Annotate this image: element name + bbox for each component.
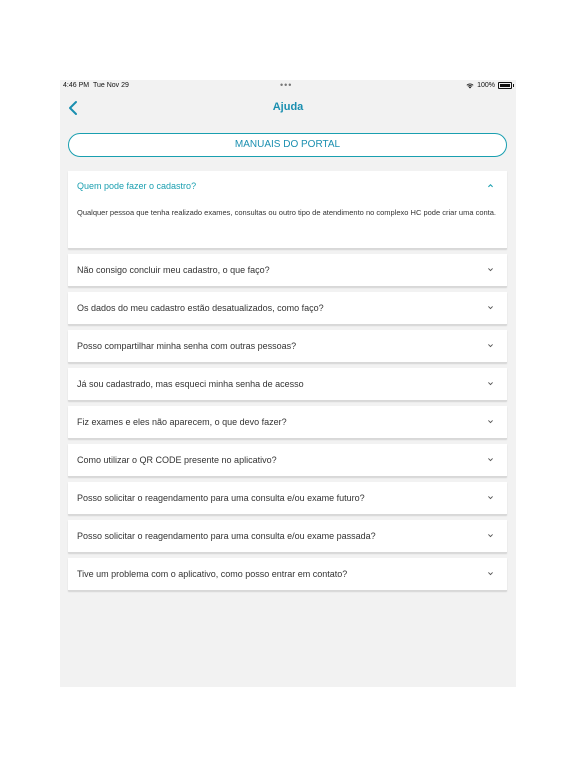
faq-item-6[interactable] [68, 444, 507, 477]
faq-list [68, 171, 508, 596]
wifi-icon [466, 83, 474, 89]
multitasking-dots[interactable]: ••• [280, 80, 293, 90]
status-time-date [63, 82, 129, 89]
app-screen [60, 80, 516, 687]
chevron-down-icon [487, 304, 494, 311]
faq-question[interactable]: Posso solicitar o reagendamento para uma consulta e/ou exame futuro? [77, 493, 365, 503]
faq-question[interactable]: Fiz exames e eles não aparecem, o que devo fazer? [77, 417, 287, 427]
faq-question[interactable]: Posso compartilhar minha senha com outras pessoas? [77, 341, 297, 351]
faq-item-5[interactable] [68, 406, 507, 439]
faq-item-2[interactable] [68, 292, 507, 325]
status-bar [60, 80, 516, 93]
faq-question[interactable]: Quem pode fazer o cadastro? [77, 181, 197, 191]
faq-answer: Qualquer pessoa que tenha realizado exames, consultas ou outro tipo de atendimento no complexo HC pode criar uma conta. [77, 208, 497, 217]
faq-item-4[interactable] [68, 368, 507, 401]
chevron-down-icon [487, 494, 494, 501]
faq-item-9[interactable] [68, 558, 507, 591]
faq-item-1[interactable] [68, 254, 507, 287]
faq-question[interactable]: Como utilizar o QR CODE presente no aplicativo? [77, 455, 277, 465]
faq-question[interactable]: Os dados do meu cadastro estão desatualizados, como faço? [77, 303, 324, 313]
chevron-down-icon [487, 532, 494, 539]
chevron-down-icon [487, 266, 494, 273]
faq-item-7[interactable] [68, 482, 507, 515]
faq-question[interactable]: Já sou cadastrado, mas esqueci minha senha de acesso [77, 379, 304, 389]
chevron-down-icon [487, 570, 494, 577]
chevron-down-icon [487, 342, 494, 349]
faq-question[interactable]: Posso solicitar o reagendamento para uma consulta e/ou exame passada? [77, 531, 376, 541]
chevron-down-icon [487, 418, 494, 425]
chevron-down-icon [487, 456, 494, 463]
status-date: Tue Nov 29 [92, 82, 129, 89]
manuals-button[interactable]: MANUAIS DO PORTAL [68, 133, 507, 157]
navigation-bar [60, 94, 516, 122]
faq-item-8[interactable] [68, 520, 507, 553]
faq-item-3[interactable] [68, 330, 507, 363]
faq-question[interactable]: Tive um problema com o aplicativo, como posso entrar em contato? [77, 569, 348, 579]
battery-percent: 100% [477, 82, 495, 89]
page-title: Ajuda [272, 101, 304, 113]
chevron-up-icon [487, 182, 494, 189]
battery-icon [498, 82, 512, 89]
faq-item-0[interactable] [68, 171, 507, 249]
status-indicators [466, 82, 512, 89]
faq-question[interactable]: Não consigo concluir meu cadastro, o que faço? [77, 265, 270, 275]
status-time: 4:46 PM [63, 82, 90, 89]
chevron-down-icon [487, 380, 494, 387]
